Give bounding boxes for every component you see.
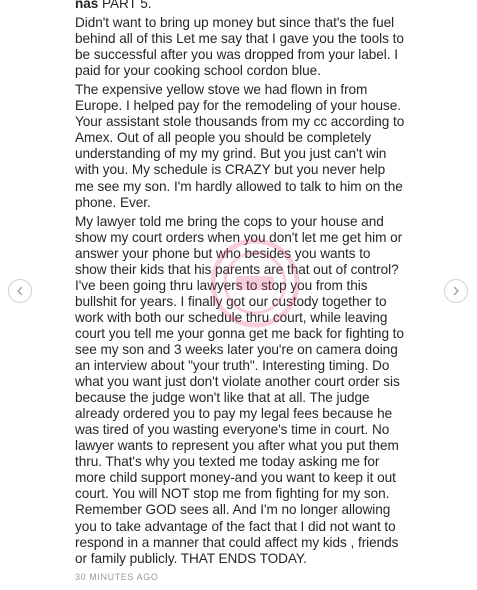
chevron-left-icon [15, 286, 25, 296]
caption-paragraph-1: Didn't want to bring up money but since that's the fuel behind all of this Let me say that I gave you the tools to be successful after you was dropped from your label. I paid for your cooking school cordon blue. [75, 15, 404, 79]
next-post-button[interactable] [444, 279, 468, 303]
post-caption [75, 0, 405, 570]
caption-paragraph-3: My lawyer told me bring the cops to your house and show my court orders when you don't let me get him or answer your phone but who besides you wants to show their kids that his parents are that out of control? I've been going thru lawyers to stop you from this bullshit for years. I finally got our custody together to work with both our schedule thru court, while leaving court you tell me your gonna get me back for fighting to see my son and 3 weeks later you're on camera doing an interview about "your truth". Interesting timing. Do what you want just don't violate another court order sis because the judge won't like that at all. The judge already ordered you to pay my legal fees because he was tired of you wasting everyone's time in court. No lawyer wants to represent you after what you put them thru. That's why you texted me today asking me for more child support money-and you want to keep it out court. You will NOT stop me from fighting for my son. Remember GOD sees all. And I'm no longer allowing you to take advantage of the fact that I did not want to respond in a manner that could affect my kids , friends or family publicly. THAT ENDS TODAY. [75, 213, 404, 566]
chevron-right-icon [451, 286, 461, 296]
caption-paragraph-2: The expensive yellow stove we had flown in from Europe. I helped pay for the remodeling of your house. Your assistant stole thousands from my cc according to Amex. Out of all people you should be completely understanding of my my grind. But you just can't win with you. My schedule is CRAZY but you never help me see my son. I'm hardly allowed to talk to him on the phone. Ever. [75, 82, 405, 210]
caption-header [75, 0, 405, 12]
previous-post-button[interactable] [8, 279, 32, 303]
post-title: PART 5. [102, 0, 152, 11]
post-timestamp: 30 MINUTES AGO [75, 572, 159, 582]
post-username[interactable]: nas [75, 0, 99, 11]
